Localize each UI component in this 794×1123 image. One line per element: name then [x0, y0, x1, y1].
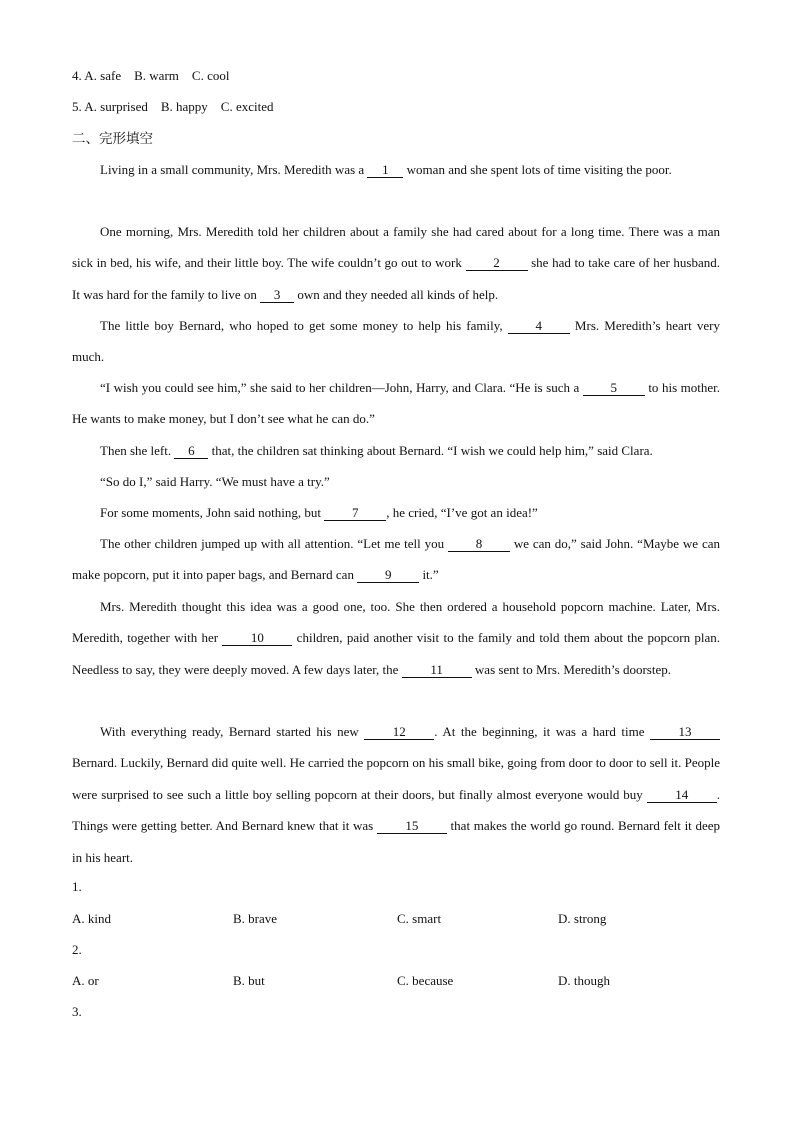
passage-paragraph-5 [72, 435, 720, 466]
text: own and they needed all kinds of help. [294, 286, 499, 302]
option-a: A. safe [84, 68, 122, 83]
text: “So do I,” said Harry. “We must have a try.” [100, 474, 330, 489]
question-1-option-d[interactable]: D. strong [558, 911, 607, 926]
blank-12: 12 [364, 725, 434, 740]
text: children, paid another visit to the family and told them about the popcorn plan. Needless to say, they were deeply moved. A few days later, the [72, 630, 720, 677]
question-number: 4. [72, 68, 82, 83]
question-1-option-b[interactable]: B. brave [233, 911, 278, 926]
option-a: A. surprised [84, 99, 148, 114]
option-c: C. cool [191, 68, 230, 83]
text: “I wish you could see him,” she said to her children—John, Harry, and Clara. “He is such a [100, 380, 583, 395]
passage-paragraph-8 [72, 528, 720, 591]
text: For some moments, John said nothing, but [100, 505, 325, 520]
question-2-option-b[interactable]: B. but [233, 973, 265, 988]
blank-7: 7 [324, 506, 386, 521]
passage-paragraph-4 [72, 372, 720, 435]
question-2-number: 2. [72, 942, 82, 957]
text: Mrs. Meredith thought this idea was a good one, too. She then ordered a household popcorn machine. Later, Mrs. Meredith, together with her [72, 599, 720, 646]
blank-11: 11 [402, 663, 472, 678]
question-number: 5. [72, 99, 82, 114]
blank-8: 8 [448, 537, 510, 552]
question-5-row [72, 99, 274, 115]
blank-5: 5 [583, 381, 645, 396]
question-4-row [72, 68, 229, 84]
section-title: 二、完形填空 [72, 131, 153, 147]
text: One morning, Mrs. Meredith told her children about a family she had cared about for a long time. There was a man sick in bed, his wife, and their little boy. The wife couldn’t go out to work [72, 224, 720, 271]
passage-paragraph-6 [72, 466, 720, 497]
text: that makes the world go round. Bernard felt it deep in his heart. [72, 818, 720, 865]
blank-6: 6 [174, 444, 208, 459]
passage-paragraph-2 [72, 216, 720, 310]
blank-2: 2 [466, 256, 528, 271]
text: she had to take care of her husband. It was hard for the family to live on [72, 255, 720, 302]
passage-paragraph-3 [72, 310, 720, 373]
text: to his mother. He wants to make money, but I don’t see what he can do.” [72, 380, 721, 427]
option-b: B. warm [134, 68, 179, 83]
blank-1: 1 [367, 163, 403, 178]
text: was sent to Mrs. Meredith’s doorstep. [471, 661, 671, 677]
blank-9: 9 [357, 568, 419, 583]
question-1-option-a[interactable]: A. kind [72, 911, 111, 926]
text: Living in a small community, Mrs. Meredith was a [100, 162, 368, 177]
passage-paragraph-7 [72, 497, 720, 528]
text: it.” [419, 567, 439, 583]
text: Mrs. Meredith’s heart very much. [72, 318, 720, 365]
blank-15: 15 [377, 819, 447, 834]
blank-3: 3 [260, 288, 294, 303]
text: Then she left. [100, 443, 175, 458]
question-2-option-a[interactable]: A. or [72, 973, 99, 988]
blank-13: 13 [650, 725, 720, 740]
text: . Things were getting better. And Bernard knew that it was [72, 786, 720, 834]
text: . At the beginning, it was a hard time [434, 724, 650, 739]
passage-paragraph-10 [72, 716, 720, 873]
blank-10: 10 [222, 631, 292, 646]
text: that, the children sat thinking about Bernard. “I wish we could help him,” said Clara. [208, 443, 653, 458]
blank-14: 14 [647, 788, 717, 803]
text: woman and she spent lots of time visiting the poor. [403, 162, 672, 177]
passage-paragraph-9 [72, 591, 720, 685]
text: With everything ready, Bernard started his new [100, 724, 365, 739]
text: Bernard. Luckily, Bernard did quite well. He carried the popcorn on his small bike, going from door to door to sell it. People were surprised to see such a little boy selling popcorn at their doors, but finally almost everyone would buy [72, 755, 720, 802]
passage-paragraph-1 [72, 154, 720, 185]
question-1-number: 1. [72, 879, 82, 894]
question-2-option-d[interactable]: D. though [558, 973, 610, 988]
question-2-option-c[interactable]: C. because [397, 973, 454, 988]
text: , he cried, “I’ve got an idea!” [386, 505, 538, 520]
option-c: C. excited [220, 99, 274, 114]
question-1-option-c[interactable]: C. smart [397, 911, 442, 926]
blank-4: 4 [508, 319, 570, 334]
text: The little boy Bernard, who hoped to get some money to help his family, [100, 318, 508, 333]
text: The other children jumped up with all attention. “Let me tell you [100, 536, 448, 551]
question-3-number: 3. [72, 1004, 82, 1019]
option-b: B. happy [160, 99, 208, 114]
text: we can do,” said John. “Maybe we can make popcorn, put it into paper bags, and Bernard can [72, 536, 720, 583]
